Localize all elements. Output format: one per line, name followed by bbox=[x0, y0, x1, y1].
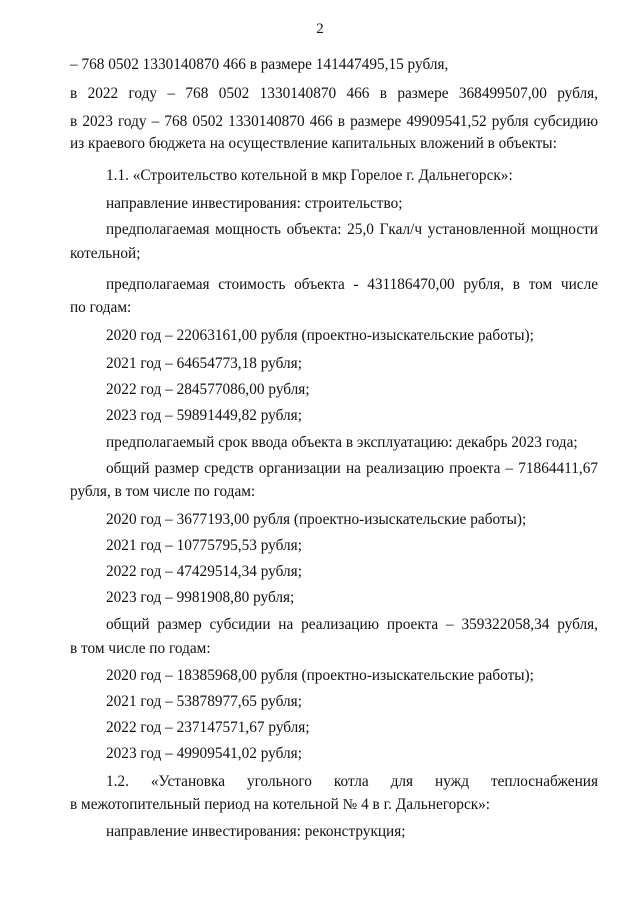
text-line: общий размер субсидии на реализацию проекта – 359322058,34 рубля, bbox=[106, 616, 598, 633]
text-line: по годам: bbox=[70, 299, 132, 316]
text-line: из краевого бюджета на осуществление капитальных вложений в объекты: bbox=[70, 135, 557, 152]
text-line: в том числе по годам: bbox=[70, 640, 211, 657]
text-line: 2021 год – 53878977,65 рубля; bbox=[106, 693, 302, 710]
text-line: – 768 0502 1330140870 466 в размере 141447495,15 рубля, bbox=[70, 56, 449, 73]
text-line: предполагаемый срок ввода объекта в эксплуатацию: декабрь 2023 года; bbox=[106, 434, 578, 451]
text-line: общий размер средств организации на реализацию проекта – 71864411,67 bbox=[106, 460, 598, 477]
text-line: котельной; bbox=[70, 245, 141, 262]
section-heading: 1.2. «Установка угольного котла для нужд теплоснабжения bbox=[106, 773, 598, 790]
text-line: 2020 год – 18385968,00 рубля (проектно-изыскательские работы); bbox=[106, 667, 534, 684]
section-heading: 1.1. «Строительство котельной в мкр Горелое г. Дальнегорск»: bbox=[106, 167, 513, 184]
text-line: в 2023 году – 768 0502 1330140870 466 в размере 49909541,52 рубля субсидию bbox=[70, 113, 598, 130]
text-line: 2022 год – 47429514,34 рубля; bbox=[106, 563, 302, 580]
text-line: 2021 год – 10775795,53 рубля; bbox=[106, 537, 302, 554]
text-line: 2023 год – 59891449,82 рубля; bbox=[106, 407, 302, 424]
text-line: предполагаемая стоимость объекта - 431186470,00 рубля, в том числе bbox=[106, 276, 598, 293]
page-number: 2 bbox=[316, 21, 324, 37]
text-line: 2021 год – 64654773,18 рубля; bbox=[106, 355, 302, 372]
text-line: 2023 год – 49909541,02 рубля; bbox=[106, 745, 302, 762]
text-line: 2023 год – 9981908,80 рубля; bbox=[106, 589, 295, 606]
text-line: в 2022 году – 768 0502 1330140870 466 в размере 368499507,00 рубля, bbox=[70, 85, 598, 102]
text-line: направление инвестирования: строительство; bbox=[106, 195, 403, 212]
text-line: предполагаемая мощность объекта: 25,0 Гкал/ч установленной мощности bbox=[106, 221, 598, 238]
text-line: 2022 год – 237147571,67 рубля; bbox=[106, 719, 310, 736]
text-line: 2022 год – 284577086,00 рубля; bbox=[106, 381, 310, 398]
text-line: рубля, в том числе по годам: bbox=[70, 483, 256, 500]
text-line: в межотопительный период на котельной № 4 в г. Дальнегорск»: bbox=[70, 796, 491, 813]
text-line: 2020 год – 3677193,00 рубля (проектно-изыскательские работы); bbox=[106, 511, 527, 528]
text-line: направление инвестирования: реконструкция; bbox=[106, 823, 406, 840]
text-line: 2020 год – 22063161,00 рубля (проектно-изыскательские работы); bbox=[106, 327, 534, 344]
